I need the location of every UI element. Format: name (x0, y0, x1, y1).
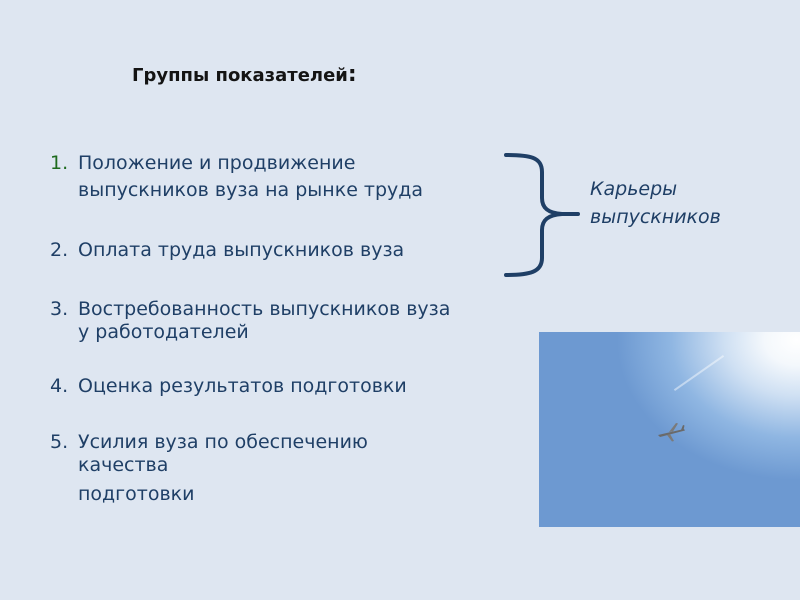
lens-flare (674, 355, 724, 391)
list-item-number: 3. (50, 298, 69, 320)
curly-brace-icon (500, 150, 590, 280)
airplane-icon (656, 421, 686, 443)
list-item-1 (50, 150, 423, 204)
list-item-text-continued: у работодателей (78, 321, 249, 343)
list-item-number: 4. (50, 375, 69, 397)
list-item-5 (50, 429, 368, 508)
brace-label-line-1: Карьеры (590, 178, 678, 200)
list-item-text-continued: выпускников вуза на рынке труда (78, 179, 424, 201)
slide-title (132, 62, 357, 87)
list-item-number: 1. (50, 152, 69, 174)
list-item-2 (50, 237, 404, 264)
brace-label (590, 175, 721, 231)
title-colon: : (347, 62, 357, 87)
sky-photo (539, 332, 800, 527)
list-item-number: 2. (50, 239, 69, 261)
list-item-text-continued: качества (78, 454, 169, 476)
brace-label-line-2: выпускников (590, 206, 721, 228)
list-item-3 (50, 296, 450, 342)
list-item-text: Усилия вуза по обеспечению (78, 431, 368, 453)
title-text: Группы показателей (132, 65, 348, 86)
list-item-text: Положение и продвижение (78, 152, 356, 174)
list-item-text: Оплата труда выпускников вуза (78, 239, 405, 261)
list-item-4 (50, 373, 407, 400)
list-item-text: Востребованность выпускников вуза (78, 298, 451, 320)
list-item-text-continued: подготовки (78, 483, 195, 505)
list-item-number: 5. (50, 431, 69, 453)
list-item-text: Оценка результатов подготовки (78, 375, 407, 397)
